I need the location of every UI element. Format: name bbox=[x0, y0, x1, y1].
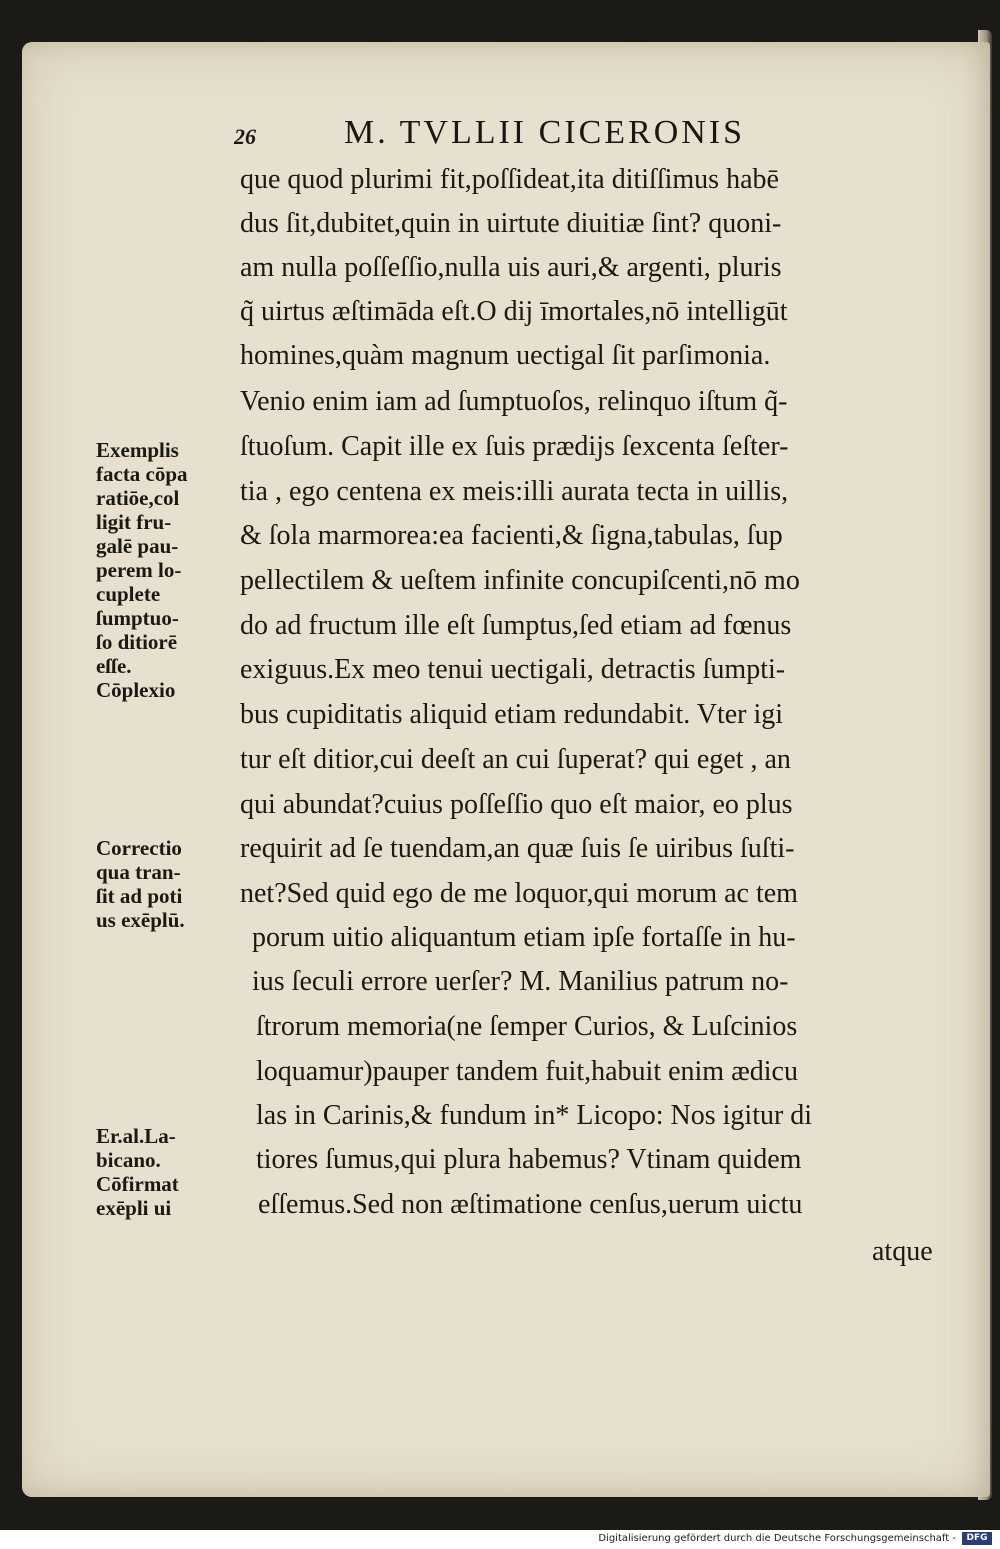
margin-note-line: Correctio bbox=[96, 836, 182, 860]
text-line: requirit ad ſe tuendam,an quæ ſuis ſe uiribus ſuſti- bbox=[240, 833, 795, 864]
text-line: Venio enim iam ad ſumptuoſos, relinquo iſtum q̃- bbox=[240, 386, 788, 417]
text-line: do ad fructum ille eſt ſumptus,ſed etiam ad fœnus bbox=[240, 610, 792, 641]
page-header bbox=[232, 112, 872, 162]
margin-note-line: ſumptuo- bbox=[96, 606, 179, 630]
margin-note-line: exēpli ui bbox=[96, 1196, 172, 1220]
margin-note-line: galē pau- bbox=[96, 534, 179, 558]
margin-note-line: Cōplexio bbox=[96, 678, 176, 702]
text-line: dus ſit,dubitet,quin in uirtute diuitiæ ſint? quoni- bbox=[240, 208, 782, 239]
margin-note-line: cuplete bbox=[96, 582, 161, 606]
folio-number: 26 bbox=[234, 124, 256, 149]
text-line: am nulla poſſeſſio,nulla uis auri,& argenti, pluris bbox=[240, 252, 782, 283]
text-line: & ſola marmorea:ea facienti,& ſigna,tabulas, ſup bbox=[240, 520, 783, 551]
text-line: loquamur)pauper tandem fuit,habuit enim ædicu bbox=[256, 1056, 798, 1087]
text-line: tia , ego centena ex meis:illi aurata tecta in uillis, bbox=[240, 476, 789, 507]
margin-note-line: ratiōe,col bbox=[96, 486, 180, 510]
catch-word: atque bbox=[872, 1236, 933, 1267]
text-line: ius ſeculi errore uerſer? M. Manilius patrum no- bbox=[252, 966, 789, 997]
text-line: net?Sed quid ego de me loquor,qui morum ac tem bbox=[240, 878, 798, 909]
margin-note-line: us exēplū. bbox=[96, 908, 185, 932]
text-line: ſtuoſum. Capit ille ex ſuis prædijs ſexcenta ſeſter- bbox=[240, 431, 789, 462]
margin-note-line: Er.al.La- bbox=[96, 1124, 176, 1148]
margin-note-line: facta cōpa bbox=[96, 462, 188, 486]
margin-note-line: Exemplis bbox=[96, 438, 179, 462]
text-line: tur eſt ditior,cui deeſt an cui ſuperat? qui eget , an bbox=[240, 744, 791, 775]
text-line: q̃ uirtus æſtimāda eſt.O dij īmortales,nō intelligūt bbox=[240, 296, 788, 327]
margin-note-line: eſſe. bbox=[96, 654, 132, 678]
margin-note-line: Cōfirmat bbox=[96, 1172, 179, 1196]
text-line: homines,quàm magnum uectigal ſit parſimonia. bbox=[240, 340, 771, 371]
margin-note-line: qua tran- bbox=[96, 860, 181, 884]
margin-note-line: ſit ad poti bbox=[96, 884, 183, 908]
margin-note-line: ligit fru- bbox=[96, 510, 172, 534]
margin-note-line: perem lo- bbox=[96, 558, 182, 582]
text-line: tiores ſumus,qui plura habemus? Vtinam quidem bbox=[256, 1144, 802, 1175]
text-line: pellectilem & ueſtem infinite concupiſcenti,nō mo bbox=[240, 565, 800, 596]
text-line: las in Carinis,& fundum in* Licopo: Nos igitur di bbox=[256, 1100, 813, 1131]
text-line: qui abundat?cuius poſſeſſio quo eſt maior, eo plus bbox=[240, 789, 793, 820]
text-line: exiguus.Ex meo tenui uectigali, detractis ſumpti- bbox=[240, 654, 786, 685]
text-line: ſtrorum memoria(ne ſemper Curios, & Luſcinios bbox=[256, 1011, 798, 1042]
footer-credit: Digitalisierung gefördert durch die Deutsche Forschungsgemeinschaft - bbox=[598, 1533, 956, 1544]
text-line: que quod plurimi fit,poſſideat,ita ditiſſimus habē bbox=[240, 164, 779, 195]
margin-note-line: ſo ditiorē bbox=[96, 630, 178, 654]
text-line: eſſemus.Sed non æſtimatione cenſus,uerum uictu bbox=[258, 1189, 803, 1220]
dfg-logo-icon: DFG bbox=[962, 1532, 992, 1545]
running-head: M. TVLLII CICERONIS bbox=[344, 114, 746, 151]
margin-note-line: bicano. bbox=[96, 1148, 161, 1172]
text-line: bus cupiditatis aliquid etiam redundabit. Vter igi bbox=[240, 699, 784, 730]
text-line: porum uitio aliquantum etiam ipſe fortaſſe in hu- bbox=[252, 922, 796, 953]
